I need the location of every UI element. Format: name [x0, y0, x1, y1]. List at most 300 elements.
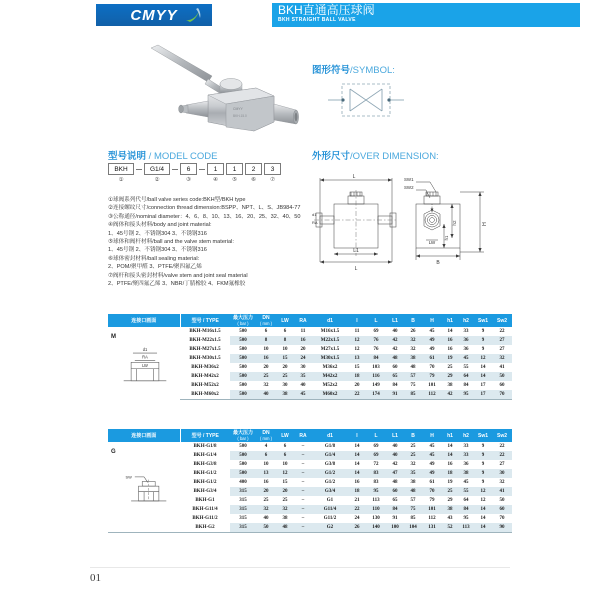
th-connection: 连接口画面: [108, 429, 180, 442]
cell-value: 42: [447, 392, 453, 397]
cell-value: 20: [300, 347, 306, 352]
cell-value: 19: [447, 480, 453, 485]
svg-text:SW2: SW2: [404, 185, 414, 190]
cell-value: 500: [239, 365, 247, 370]
cell-value: 14: [447, 444, 453, 449]
cell-value: 48: [410, 489, 416, 494]
cell-value: G11/4: [323, 507, 337, 512]
th-type: 型号 / TYPE: [180, 314, 230, 327]
cell-value: 25: [447, 365, 453, 370]
cell-value: 45: [300, 392, 306, 397]
cell-value: 60: [392, 365, 398, 370]
cell-value: 16: [263, 480, 269, 485]
cell-value: 95: [463, 392, 469, 397]
cell-value: M30x1.5: [320, 356, 340, 361]
svg-text:SW1: SW1: [404, 177, 414, 182]
cell-value: 14: [480, 525, 486, 530]
cell-value: 6: [264, 329, 268, 334]
th-max-pressure: 最大压力 ( bar ): [230, 429, 256, 442]
cell-type: BKH-G1/2: [180, 469, 230, 478]
cell-value: 65: [392, 374, 398, 379]
svg-text:H: H: [482, 222, 488, 226]
cell-type: BKH-G1/4: [180, 451, 230, 460]
cell-value: 32: [410, 462, 416, 467]
model-code-marker: ①: [118, 177, 124, 183]
cell-value: 27: [499, 338, 505, 343]
dimension-heading-cn: 外形尺寸: [312, 151, 351, 162]
cell-value: G3/8: [324, 462, 336, 467]
cell-value: 83: [373, 471, 379, 476]
cell-value: 38: [447, 507, 453, 512]
cell-value: 35: [300, 374, 306, 379]
cell-value: 9: [481, 347, 485, 352]
svg-text:L: L: [352, 174, 356, 180]
cell-value: 49: [429, 471, 435, 476]
table-header-row: [108, 314, 512, 327]
th-dn: DN ( mm ): [256, 314, 276, 327]
cell-value: 16: [447, 462, 453, 467]
cell-value: 24: [354, 516, 360, 521]
cell-value: 14: [480, 507, 486, 512]
cell-value: 20: [282, 365, 288, 370]
section-heading-symbol: [312, 62, 395, 76]
model-code-cell-3: 6: [180, 163, 197, 175]
th-l-small: l: [348, 429, 366, 442]
cell-value: 76: [373, 338, 379, 343]
note-line: ⑥球体密封材料/ball sealing material:: [108, 255, 200, 262]
cell-value: 69: [373, 453, 379, 458]
cell-value: 27: [499, 347, 505, 352]
cell-value: 9: [481, 444, 485, 449]
cell-value: 48: [392, 356, 398, 361]
cell-value: 64: [463, 498, 469, 503]
model-code-markers: [108, 177, 281, 183]
cell-value: 61: [429, 480, 435, 485]
cell-value: 9: [481, 329, 485, 334]
cell-type: BKH-G11/4: [180, 505, 230, 514]
product-title-en: BKH STRAIGHT BALL VALVE: [278, 17, 356, 23]
th-l: L: [366, 429, 386, 442]
cell-value: 38: [282, 516, 288, 521]
th-lw: LW: [276, 314, 294, 327]
cell-value: 500: [239, 462, 247, 467]
cell-value: 22: [499, 453, 505, 458]
svg-text:d1: d1: [142, 347, 148, 353]
th-d1: d1: [312, 314, 348, 327]
cell-value: 60: [499, 383, 505, 388]
cell-value: 14: [480, 365, 486, 370]
cell-value: 45: [463, 480, 469, 485]
cell-value: 12: [354, 338, 360, 343]
cell-type: BKH-G1/8: [193, 444, 217, 449]
cell-value: 22: [354, 392, 360, 397]
cell-value: 36: [463, 347, 469, 352]
cell-value: 500: [239, 329, 247, 334]
cell-value: 40: [263, 516, 269, 521]
cell-value: 32: [282, 507, 288, 512]
cell-value: 21: [354, 498, 360, 503]
cell-value: 22: [499, 329, 505, 334]
cell-value: G1/4: [324, 453, 336, 458]
cell-value: 30: [282, 383, 288, 388]
ball-valve-symbol-icon: [324, 78, 424, 122]
section-heading-dimension: [312, 148, 439, 162]
cell-value: 14: [480, 374, 486, 379]
cell-value: 42: [392, 462, 398, 467]
cell-value: 48: [282, 525, 288, 530]
model-code-marker: ⑥: [251, 177, 256, 183]
cell-type: BKH-M16x1.5: [189, 329, 221, 334]
model-code-marker: ②: [154, 177, 160, 183]
cell-value: 45: [429, 444, 435, 449]
cell-value: 315: [239, 507, 247, 512]
cell-value: 69: [373, 329, 379, 334]
cell-value: 16: [300, 338, 306, 343]
cell-value: 36: [463, 462, 469, 467]
cell-value: 84: [373, 356, 379, 361]
cell-value: 69: [373, 444, 379, 449]
cell-value: 84: [392, 383, 398, 388]
th-sw1: Sw1: [474, 429, 492, 442]
cell-value: 32: [410, 347, 416, 352]
cell-type: BKH-G1/2: [180, 478, 230, 487]
cell-value: 9: [481, 338, 485, 343]
cell-value: 15: [354, 365, 360, 370]
th-l1: L1: [386, 429, 404, 442]
cell-value: 40: [392, 453, 398, 458]
cell-value: 315: [239, 489, 247, 494]
cell-value: 9: [481, 471, 485, 476]
cell-value: 75: [410, 383, 416, 388]
cell-value: 45: [429, 453, 435, 458]
cell-type: BKH-G3/4: [180, 487, 230, 496]
cell-value: 36: [463, 338, 469, 343]
cell-value: 11: [300, 329, 306, 334]
svg-text:SW: SW: [125, 474, 132, 480]
cell-value: 32: [263, 507, 269, 512]
svg-text:LW: LW: [428, 240, 436, 245]
cell-value: 45: [463, 356, 469, 361]
cell-value: 32: [263, 383, 269, 388]
cell-value: 12: [480, 498, 486, 503]
cell-value: 500: [239, 374, 247, 379]
cell-value: 76: [373, 347, 379, 352]
product-photo: [150, 32, 300, 137]
cell-value: 315: [239, 498, 247, 503]
cell-value: 25: [410, 453, 416, 458]
cell-value: 10: [263, 347, 269, 352]
cell-value: G3/4: [324, 489, 336, 494]
cell-value: 116: [372, 374, 380, 379]
cell-value: 140: [372, 525, 380, 530]
cell-value: 14: [447, 329, 453, 334]
cell-value: 4: [264, 444, 268, 449]
cell-value: 48: [392, 480, 398, 485]
specification-table-g-wrapper: [108, 429, 507, 533]
note-line: ①球阀系列代号/ball valve series code:BKH型/BKH type: [108, 197, 246, 203]
th-h2: h2: [458, 314, 474, 327]
cell-value: 30: [499, 471, 505, 476]
svg-text:d1: d1: [312, 212, 317, 217]
cell-value: G1/2: [324, 471, 336, 476]
cell-value: M42x2: [322, 374, 338, 379]
cell-value: 14: [447, 453, 453, 458]
svg-text:L: L: [354, 266, 358, 272]
cell-value: 9: [481, 480, 485, 485]
cell-value: 20: [282, 489, 288, 494]
cell-value: 25: [263, 498, 269, 503]
symbol-heading-cn: 图形符号: [312, 65, 351, 76]
cell-type: BKH-M42x2: [180, 372, 230, 381]
note-line: 2、POM/聚甲醛 3、PTFE/聚四氟乙烯: [108, 264, 202, 271]
cell-value: 49: [429, 347, 435, 352]
cell-value: 45: [429, 329, 435, 334]
cell-value: –: [301, 453, 305, 458]
svg-text:LW: LW: [142, 362, 148, 368]
cell-type: BKH-G3/8: [180, 460, 230, 469]
note-line: 2、PTFE/聚四氟乙烯 3、NBR/丁腈橡胶 4、FKM氟橡胶: [108, 281, 246, 288]
cell-value: 26: [410, 329, 416, 334]
connection-illustration-g: [108, 447, 180, 525]
bspp-port-diagram-icon: [120, 469, 170, 507]
cell-value: 500: [239, 356, 247, 361]
cell-value: 6: [283, 329, 287, 334]
cell-value: 149: [372, 383, 380, 388]
cell-value: 16: [447, 338, 453, 343]
th-dn: DN ( mm ): [256, 429, 276, 442]
cell-value: 79: [429, 498, 435, 503]
cell-value: 12: [480, 489, 486, 494]
cell-value: 18: [447, 471, 453, 476]
cell-value: 400: [239, 480, 247, 485]
cell-value: M60x2: [322, 392, 338, 397]
cell-value: 13: [354, 356, 360, 361]
company-logo: [96, 4, 212, 26]
svg-text:h2: h2: [452, 220, 457, 226]
cell-value: 500: [239, 453, 247, 458]
over-dimension-drawing: [312, 168, 502, 294]
cell-value: M22x1.5: [320, 338, 340, 343]
cell-type: BKH-M36x2: [180, 363, 230, 372]
cell-value: 8: [264, 338, 268, 343]
cell-value: 8: [283, 338, 287, 343]
cell-value: –: [301, 480, 305, 485]
th-ra: RA: [294, 429, 312, 442]
cell-value: 91: [392, 392, 398, 397]
cell-value: 91: [392, 516, 398, 521]
cell-value: 50: [499, 498, 505, 503]
cell-value: –: [301, 462, 305, 467]
svg-text:h1: h1: [444, 235, 449, 241]
cell-value: 112: [428, 516, 436, 521]
th-lw: LW: [276, 429, 294, 442]
cell-type: BKH-M22x1.5: [180, 336, 230, 345]
cell-value: 33: [463, 453, 469, 458]
symbol-heading-sep: /: [350, 65, 353, 76]
cell-value: 500: [239, 392, 247, 397]
cell-value: 174: [372, 392, 380, 397]
cell-value: 6: [264, 453, 268, 458]
product-title-cn: BKH直通高压球阀: [278, 3, 375, 17]
model-code-marker: ⑦: [270, 177, 275, 183]
cell-value: 55: [463, 365, 469, 370]
cell-value: 33: [463, 329, 469, 334]
cell-value: 90: [499, 525, 505, 530]
cell-value: 40: [263, 392, 269, 397]
note-line: ⑦阀杆和接头密封材料/valve stem and joint seal material: [108, 272, 248, 279]
model-code-cell-6: 2: [245, 163, 262, 175]
cell-value: 84: [463, 507, 469, 512]
cell-value: 75: [410, 507, 416, 512]
cell-value: 10: [263, 462, 269, 467]
cell-value: 500: [239, 471, 247, 476]
svg-text:L1: L1: [353, 248, 359, 254]
cell-type: BKH-M52x2: [180, 381, 230, 390]
cell-value: 22: [354, 507, 360, 512]
model-code-marker: ④: [213, 177, 218, 183]
cell-value: –: [301, 444, 305, 449]
th-l: L: [366, 314, 386, 327]
note-line: ③公称通径/nominal diameter：4、6、8、10、13、16、20、25、32、40、50: [108, 213, 301, 220]
connection-illustration-m: [108, 332, 180, 402]
dimension-heading-sep: /: [350, 151, 353, 162]
cell-value: 10: [282, 347, 288, 352]
cell-value: 64: [463, 374, 469, 379]
cell-value: 500: [239, 383, 247, 388]
cell-value: 70: [429, 489, 435, 494]
cell-value: 35: [410, 471, 416, 476]
svg-text:RA: RA: [312, 220, 318, 225]
cell-value: 47: [392, 471, 398, 476]
cell-value: 101: [428, 383, 436, 388]
dimension-heading-en: OVER DIMENSION:: [352, 151, 439, 162]
cell-value: 42: [392, 347, 398, 352]
cell-value: 25: [263, 374, 269, 379]
svg-text:B: B: [436, 260, 440, 266]
cell-value: 70: [429, 365, 435, 370]
model-code-dash: [199, 169, 205, 170]
th-l1: L1: [386, 314, 404, 327]
cell-value: 100: [391, 525, 399, 530]
cell-value: 12: [282, 471, 288, 476]
cell-value: –: [301, 489, 305, 494]
cell-value: 6: [283, 444, 287, 449]
symbol-heading-en: SYMBOL:: [352, 65, 395, 76]
cell-value: 30: [300, 365, 306, 370]
svg-text:BKH-15.0: BKH-15.0: [233, 114, 247, 118]
cell-value: 14: [480, 516, 486, 521]
cell-value: 95: [463, 516, 469, 521]
cell-type: BKH-M27x1.5: [180, 345, 230, 354]
cell-value: 25: [447, 489, 453, 494]
connection-type-label-m: M: [111, 334, 116, 340]
note-line: 1、45号钢 2、不锈钢304 3、不锈钢316: [108, 247, 207, 254]
th-l-small: l: [348, 314, 366, 327]
model-code-cell-5: 1: [226, 163, 243, 175]
cell-value: 49: [429, 338, 435, 343]
cell-value: 25: [410, 444, 416, 449]
cell-type: BKH-G11/2: [180, 514, 230, 523]
cell-value: 84: [392, 507, 398, 512]
cell-value: 101: [428, 507, 436, 512]
cell-value: 40: [392, 329, 398, 334]
note-line: ⑤球体和阀杆材料/ball and the valve stem material:: [108, 239, 234, 246]
cell-value: 10: [282, 462, 288, 467]
cell-value: 25: [282, 498, 288, 503]
logo-text: CMYY: [130, 6, 178, 24]
cell-value: 32: [499, 480, 505, 485]
cell-type: BKH-M60x2: [180, 390, 230, 400]
model-code-diagram: [108, 163, 281, 183]
cell-value: 38: [410, 480, 416, 485]
cell-value: 72: [373, 462, 379, 467]
cell-value: 38: [410, 356, 416, 361]
cell-value: 12: [354, 347, 360, 352]
model-code-cell-2: G1/4: [144, 163, 170, 175]
cell-value: 6: [283, 453, 287, 458]
th-sw2: Sw2: [492, 314, 512, 327]
cell-type: BKH-G2: [180, 523, 230, 533]
model-code-marker: ⑤: [232, 177, 237, 183]
cell-value: G1: [326, 498, 334, 503]
th-b: B: [404, 429, 422, 442]
cell-value: 14: [354, 471, 360, 476]
cell-value: 113: [462, 525, 470, 530]
model-code-heading-sep: /: [146, 151, 154, 162]
page-header: [0, 0, 600, 30]
th-ra: RA: [294, 314, 312, 327]
page-number: 01: [90, 572, 101, 584]
th-h: H: [422, 314, 442, 327]
model-code-cell-7: 3: [264, 163, 281, 175]
th-type: 型号 / TYPE: [180, 429, 230, 442]
connection-type-label-g: G: [111, 449, 116, 455]
cell-value: 26: [354, 525, 360, 530]
cell-value: 33: [463, 444, 469, 449]
cell-value: 70: [499, 516, 505, 521]
cell-value: –: [301, 498, 305, 503]
cell-value: 11: [354, 329, 360, 334]
cell-type: BKH-G1: [180, 496, 230, 505]
cell-value: 14: [354, 444, 360, 449]
model-code-dash: [172, 169, 178, 170]
cell-value: 500: [239, 444, 247, 449]
cell-value: 20: [263, 489, 269, 494]
model-code-cell-1: BKH: [108, 163, 134, 175]
metric-port-diagram-icon: [120, 344, 170, 388]
cell-value: M36x2: [322, 365, 338, 370]
cell-value: 83: [373, 480, 379, 485]
note-line: ④阀体和接头材料/body and joint material:: [108, 222, 212, 229]
cell-value: 103: [372, 365, 380, 370]
cell-value: 315: [239, 525, 247, 530]
specification-table-m-wrapper: [108, 314, 507, 400]
cell-value: 32: [499, 356, 505, 361]
cell-value: 38: [447, 383, 453, 388]
cell-value: G1/2: [324, 480, 336, 485]
cell-value: 41: [499, 489, 505, 494]
model-code-heading-en: MODEL CODE: [153, 151, 218, 162]
cell-value: 13: [263, 471, 269, 476]
model-code-dash: [136, 169, 142, 170]
cell-value: 40: [392, 444, 398, 449]
footer-divider: [90, 567, 510, 568]
cell-value: 15: [282, 356, 288, 361]
th-max-pressure: 最大压力 ( bar ): [230, 314, 256, 327]
cell-value: 104: [409, 525, 417, 530]
cell-value: –: [301, 471, 305, 476]
cell-value: G11/2: [323, 516, 337, 521]
